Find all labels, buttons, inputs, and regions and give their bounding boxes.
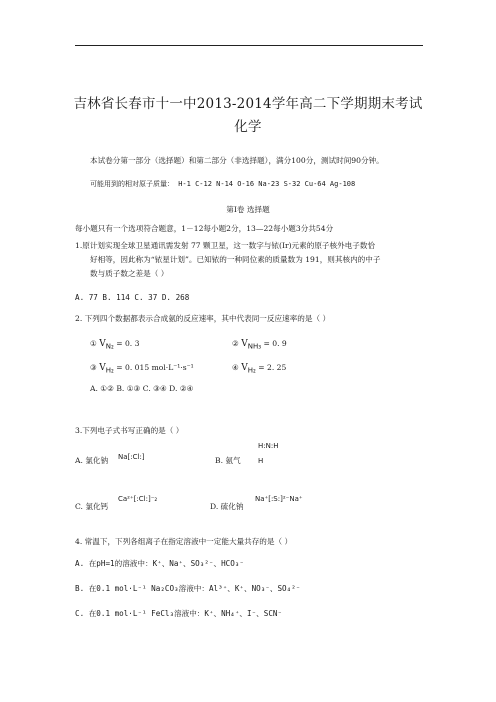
section-note: 每小题只有一个选项符合题意，1－12每小题2分，13—22每小题3分共54分 (75, 224, 334, 233)
q2-opt2-num: ② (232, 339, 239, 348)
intro-line-1: 本试卷分第一部分（选择题）和第二部分（非选择题），满分100分，测试时间90分钟。 (90, 156, 384, 165)
intro-line-2: 可能用到的相对原子质量： H-1 C-12 N-14 O-16 Na-23 S-32 Cu-64 Ag-108 (90, 180, 356, 188)
q3-option-a-label: A. 氯化钠 (75, 456, 109, 465)
q4-option-c: C. 在0.1 mol·L⁻¹ FeCl₃溶液中：K⁺、NH₄⁺、I⁻、SCN⁻ (75, 609, 283, 618)
q3-option-b-formula-top: H:N:H (258, 442, 279, 450)
q2-opt1-subscript: N₂ (105, 342, 114, 351)
q3-option-c-label: C. 氯化钙 (75, 502, 109, 511)
q2-opt4-value: = 2. 25 (258, 363, 287, 372)
q4-option-a: A. 在pH=1的溶液中：K⁺、Na⁺、SO₃²⁻、HCO₃⁻ (75, 559, 244, 568)
exam-subject: 化学 (234, 119, 262, 135)
q2-option-1 (90, 339, 139, 349)
q2-stem: 2. 下列四个数据都表示合成氨的反应速率，其中代表同一反应速率的是（ ） (75, 314, 331, 323)
q4-stem: 4. 常温下，下列各组离子在指定溶液中一定能大量共存的是（ ） (75, 537, 293, 546)
q2-opt4-subscript: H₂ (247, 366, 256, 375)
q1-line-1: 1.原计划实现全球卫星通讯需发射 77 颗卫星，这一数字与铱(Ir)元素的原子核外电子数恰 (75, 241, 376, 250)
q3-stem: 3.下列电子式书写正确的是（ ） (75, 426, 184, 435)
q4-option-b: B. 在0.1 mol·L⁻¹ Na₂CO₃溶液中：Al³⁺、K⁺、NO₃⁻、SO₄²⁻ (75, 584, 301, 593)
header-rule (75, 45, 423, 46)
q2-opt3-subscript: H₂ (105, 366, 114, 375)
q2-opt3-num: ③ (90, 363, 97, 372)
exam-title: 吉林省长春市十一中2013-2014学年高二下学期期末考试 (73, 96, 423, 112)
q2-opt4-num: ④ (232, 363, 239, 372)
q3-option-d-formula: Na⁺[:S:]²⁻Na⁺ (255, 495, 303, 503)
q2-opt2-symbol: V (241, 339, 248, 349)
q2-opt3-symbol: V (99, 363, 106, 373)
q3-option-b-label: B. 氨气 (215, 456, 241, 465)
q2-opt2-value: = 0. 9 (263, 339, 287, 348)
q3-option-d-label: D. 硫化钠 (210, 502, 244, 511)
q1-line-2: 好相等，因此称为“铱星计划”。已知铱的一种同位素的质量数为 191，则其核内的中子 (90, 255, 381, 264)
q2-opt1-symbol: V (99, 339, 106, 349)
section-title: 第Ⅰ卷 选择题 (226, 205, 270, 214)
q2-opt2-subscript: NH₃ (247, 342, 262, 351)
q2-opt1-value: = 0. 3 (116, 339, 140, 348)
q1-options: A. 77 B. 114 C. 37 D. 268 (75, 293, 190, 302)
q2-opt4-symbol: V (241, 363, 248, 373)
q3-option-c-formula: Ca²⁺[:Cl:]⁻₂ (118, 495, 158, 503)
q2-answers: A. ①② B. ①③ C. ③④ D. ②④ (90, 384, 194, 393)
q1-line-3: 数与质子数之差是（ ） (90, 269, 169, 278)
q2-opt3-value: = 0. 015 mol·L⁻¹·s⁻¹ (116, 363, 194, 372)
q2-option-3 (90, 363, 194, 373)
q3-option-a-formula: Na[:Cl:] (118, 453, 145, 461)
q3-option-b-formula-bottom: H (258, 457, 264, 465)
q2-opt1-num: ① (90, 339, 97, 348)
q2-option-2 (232, 339, 287, 349)
q2-option-4 (232, 363, 286, 373)
